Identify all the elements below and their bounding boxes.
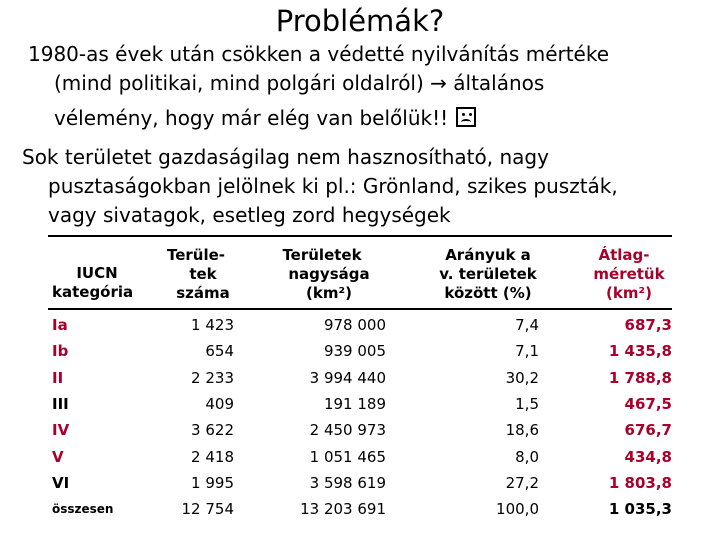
cell-average: 676,7	[624, 421, 672, 440]
header-iucn-category-line1: IUCN	[76, 264, 118, 282]
cell-category: összesen	[52, 502, 114, 517]
paragraph-wasteland-line3: vagy sivatagok, esetleg zord hegységek	[48, 203, 451, 227]
paragraph-wasteland-line2: pusztaságokban jelölnek ki pl.: Grönland, szikes puszták,	[48, 174, 618, 198]
cell-average: 1 035,3	[608, 500, 672, 519]
header-average-size-line3: (km²)	[606, 284, 652, 302]
header-area-count-line2: tek	[189, 265, 217, 283]
header-area-size-line3: (km²)	[306, 284, 352, 302]
header-iucn-category-line2: kategória	[52, 283, 134, 301]
cell-share: 100,0	[496, 500, 539, 519]
cell-area: 1 051 465	[309, 447, 386, 466]
header-area-count	[146, 246, 246, 303]
cell-area: 2 450 973	[309, 421, 386, 440]
table-row	[52, 391, 672, 417]
cell-share: 7,1	[515, 342, 539, 361]
table-row	[52, 470, 672, 496]
cell-share: 7,4	[515, 316, 539, 335]
table-row	[52, 417, 672, 443]
cell-area: 978 000	[323, 316, 386, 335]
cell-average: 1 803,8	[608, 473, 672, 492]
header-average-size	[574, 246, 674, 303]
table-row	[52, 443, 672, 469]
cell-area: 191 189	[323, 395, 386, 414]
header-average-size-line1: Átlag-	[598, 246, 650, 264]
cell-count: 2 418	[191, 447, 234, 466]
cell-count: 409	[205, 395, 234, 414]
header-share	[418, 246, 558, 303]
cell-average: 1 435,8	[608, 342, 672, 361]
cell-share: 8,0	[515, 447, 539, 466]
cell-area: 3 598 619	[309, 473, 386, 492]
cell-category: Ib	[52, 342, 69, 361]
header-area-size	[262, 246, 382, 303]
header-average-size-line2: méretük	[593, 265, 665, 283]
paragraph-decline	[28, 40, 609, 133]
frown-icon	[456, 107, 476, 127]
table-header-rule	[48, 308, 672, 310]
table-row	[52, 312, 672, 338]
paragraph-decline-line1: 1980-as évek után csökken a védetté nyilvánítás mértéke	[28, 42, 610, 66]
header-area-count-line3: száma	[176, 284, 230, 302]
paragraph-wasteland	[22, 143, 618, 230]
paragraph-decline-line2: (mind politikai, mind polgári oldalról) → általános	[54, 71, 545, 95]
cell-area: 13 203 691	[300, 500, 386, 519]
cell-category: V	[52, 447, 64, 466]
cell-share: 27,2	[505, 473, 539, 492]
cell-share: 30,2	[505, 368, 539, 387]
paragraph-decline-line3-wrap	[28, 104, 609, 133]
cell-count: 2 233	[191, 368, 234, 387]
data-table	[52, 312, 672, 522]
cell-share: 18,6	[505, 421, 539, 440]
header-share-line3: között (%)	[444, 284, 532, 302]
cell-share: 1,5	[515, 395, 539, 414]
paragraph-decline-line3: vélemény, hogy már elég van belőlük!!	[54, 106, 449, 130]
cell-category: III	[52, 395, 69, 414]
cell-count: 1 995	[191, 473, 234, 492]
cell-category: IV	[52, 421, 70, 440]
header-share-line1: Arányuk a	[445, 246, 531, 264]
cell-count: 12 754	[181, 500, 234, 519]
cell-count: 1 423	[191, 316, 234, 335]
cell-average: 687,3	[624, 316, 672, 335]
paragraph-wasteland-line1: Sok területet gazdaságilag nem hasznosítható, nagy	[22, 145, 549, 169]
cell-category: Ia	[52, 316, 68, 335]
cell-average: 434,8	[624, 447, 672, 466]
cell-count: 654	[205, 342, 234, 361]
header-area-size-line2: nagysága	[288, 265, 370, 283]
cell-count: 3 622	[191, 421, 234, 440]
table-row	[52, 338, 672, 364]
table-row	[52, 496, 672, 522]
table-row	[52, 365, 672, 391]
header-area-count-line1: Terüle-	[166, 246, 226, 264]
cell-area: 3 994 440	[309, 368, 386, 387]
cell-category: II	[52, 368, 64, 387]
header-area-size-line1: Területek	[282, 246, 362, 264]
cell-area: 939 005	[323, 342, 386, 361]
cell-category: VI	[52, 473, 70, 492]
header-iucn-category	[52, 264, 142, 302]
page-title: Problémák?	[275, 4, 445, 38]
cell-average: 1 788,8	[608, 368, 672, 387]
table-top-rule	[48, 235, 672, 237]
header-share-line2: v. területek	[439, 265, 537, 283]
cell-average: 467,5	[624, 395, 672, 414]
